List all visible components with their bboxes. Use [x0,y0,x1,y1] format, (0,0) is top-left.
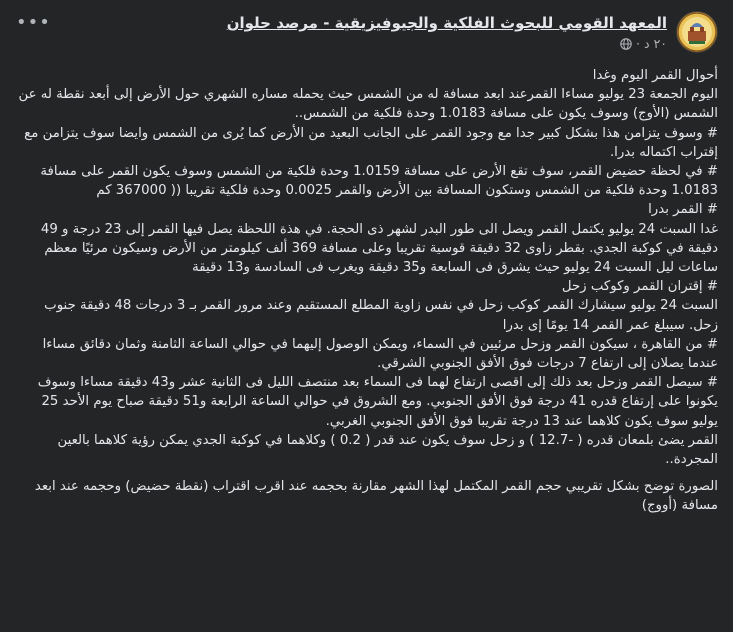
page-avatar[interactable] [677,12,717,52]
post-body [15,66,718,516]
paragraph-magnitude: القمر يضئ بلمعان قدره ( -12.7 ) و زحل سوف يكون عند قدر ( 0.2 ) وكلاهما في كوكبة الجدي يمكن رؤية كلاهما بالعين المجردة.. [57,432,718,468]
paragraph-image-caption: الصورة توضح بشكل تقريبي حجم القمر المكتمل لهذا الشهر مقارنة بحجمه عند اقرب اقتراب (نقطة حضيض) وحجمه عند ابعد مسافة (أووج) [34,479,718,514]
paragraph-altitude: # سيصل القمر وزحل بعد ذلك إلى اقصى ارتفاع لهما فى السماء بعد منتصف الليل فى الثانية عشر و43 دقيقة مساءا وسوف يكونوا على إرتفاع قدره 41 درجة فوق الأفق الجنوبي. ومع الشروق في حوالي الساعة الرابعة و51 دقيقة صباح يوم الأحد 25 يوليو سوف يكون كلاهما عند 13 درجة تقريبا فوق الأفق الجنوبي الغربي. [37,375,718,429]
post-timestamp[interactable]: ٢٠ د [644,36,667,51]
globe-icon[interactable] [620,38,632,50]
institute-logo-icon [677,12,717,52]
paragraph-title: أحوال القمر اليوم وغدا [592,68,718,83]
paragraph-conjunction-heading: # إقتران القمر وكوكب زحل [561,279,718,295]
post-meta: ٢٠ د · [620,36,667,51]
paragraph-sync: # وسوف يتزامن هذا بشكل كبير جدا مع وجود القمر على الجانب البعيد من الأرض كما يُرى من الشمس وايضا سوف يتزامن مع إقتراب اكتماله بدرا. [24,125,718,160]
post-header [16,12,717,56]
paragraph-today: اليوم الجمعة 23 يوليو مساءا القمرعند ابعد مسافة له من الشمس حيث يحمله مساره الشهري حول الأرض إلى أبعد نقطة له عن الشمس (الأوج) وسوف يكون على مسافة 1.0183 وحدة فلكية من الشمس.. [18,87,718,122]
spacer [15,469,718,477]
paragraph-full-moon-heading: # القمر بدرا [648,202,718,218]
paragraph-full-moon: غدا السبت 24 يوليو يكتمل القمر ويصل الى طور البدر لشهر ذى الحجة. في هذة اللحظة يصل فيها القمر إلى 23 درجة و 49 دقيقة في كوكبة الجدي. بقطر زاوى 32 دقيقة قوسية تقريبا وعلى مسافة 369 ألف كيلومتر من الأرض وسيكون مرئيًا معظم ساعات ليل السبت 24 يوليو حيث يشرق فى السابعة و35 دقيقة ويغرب فى السادسة و13 دقيقة [40,221,718,276]
paragraph-cairo: # من القاهرة ، سيكون القمر وزحل مرئيين في السماء، ويمكن الوصول إليهما في حوالي الساعة الثامنة وثمان دقائق مساءا عندما يصلان إلى ارتفاع 7 درجات فوق الأفق الجنوبي الشرقي. [42,336,718,372]
more-options-icon[interactable]: ••• [16,12,51,33]
paragraph-perigee: # في لحظة حضيض القمر، سوف تقع الأرض على مسافة 1.0159 وحدة فلكية من الشمس وسوف يكون القمر على مسافة 1.0183 وحدة فلكية من الشمس وستكون المسافة بين الأرض والقمر 0.0025 وحدة فلكية تقريبا (( 367000 كم [40,164,718,199]
paragraph-conjunction: السبت 24 يوليو سيشارك القمر كوكب زحل في نفس زاوية المطلع المستقيم وعند مرور القمر بـ 3 درجات 48 دقيقة جنوب زحل. سيبلغ عمر القمر 14 يومًا إى بدرا [44,298,718,333]
page-name-link[interactable]: المعهد القومي للبحوث الفلكية والجيوفيزيقية - مرصد حلوان [226,14,667,32]
